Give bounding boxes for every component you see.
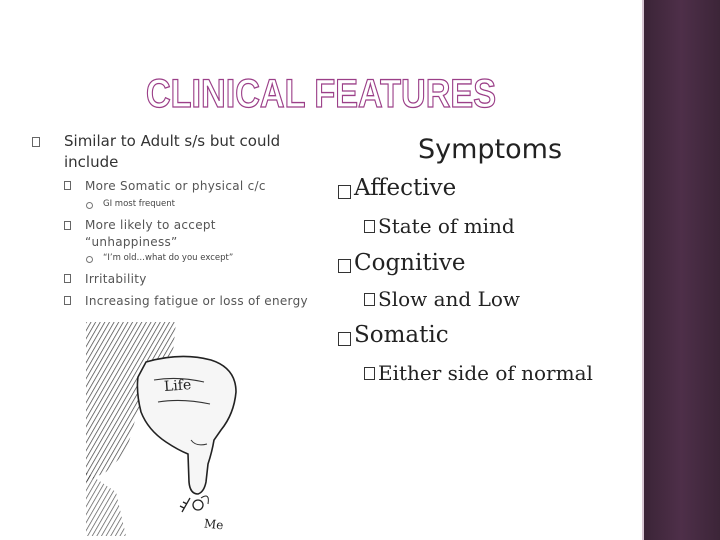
bullet-similar-line2: include	[64, 153, 119, 171]
slide-title	[146, 70, 506, 114]
hand-word-me: Me	[203, 516, 225, 533]
sub-bullet-somatic: More Somatic or physical c/c	[85, 179, 266, 193]
sub-bullet-box-icon	[64, 181, 71, 190]
symptom-somatic: Somatic	[354, 322, 449, 348]
sub-bullet-box-icon	[64, 296, 71, 305]
symptom-somatic-sub: Either side of normal	[378, 361, 593, 385]
slide-title-text: CLINICAL FEATURES	[146, 72, 496, 116]
sub-bullet-box-icon	[64, 221, 71, 230]
symptom-affective: Affective	[354, 175, 457, 201]
either-box-icon	[364, 367, 375, 380]
symptom-affective-sub: State of mind	[378, 214, 515, 238]
bullet-box-icon	[32, 137, 40, 147]
symptom-cognitive-sub: Slow and Low	[378, 287, 521, 311]
hand-illustration	[86, 322, 272, 536]
affective-box-icon	[338, 185, 351, 199]
sub-bullet-accept-line2: “unhappiness”	[85, 235, 178, 249]
circle-bullet-icon	[86, 256, 93, 263]
decorative-sidebar	[642, 0, 720, 540]
hand-word-life: Life	[163, 377, 192, 395]
symptom-cognitive: Cognitive	[354, 250, 466, 276]
sub-bullet-fatigue: Increasing fatigue or loss of energy	[85, 294, 308, 308]
cognitive-box-icon	[338, 259, 351, 273]
sub-bullet-accept-line1: More likely to accept	[85, 218, 216, 232]
item-gi: GI most frequent	[103, 199, 176, 209]
item-quote: “I’m old…what do you except”	[103, 253, 234, 263]
sub-bullet-irritability: Irritability	[85, 272, 147, 286]
somatic-box-icon	[338, 332, 351, 346]
bullet-similar-line1: Similar to Adult s/s but could	[64, 132, 281, 150]
symptoms-heading: Symptoms	[418, 134, 563, 165]
state-box-icon	[364, 220, 375, 233]
sub-bullet-box-icon	[64, 274, 71, 283]
circle-bullet-icon	[86, 202, 93, 209]
slow-box-icon	[364, 293, 375, 306]
